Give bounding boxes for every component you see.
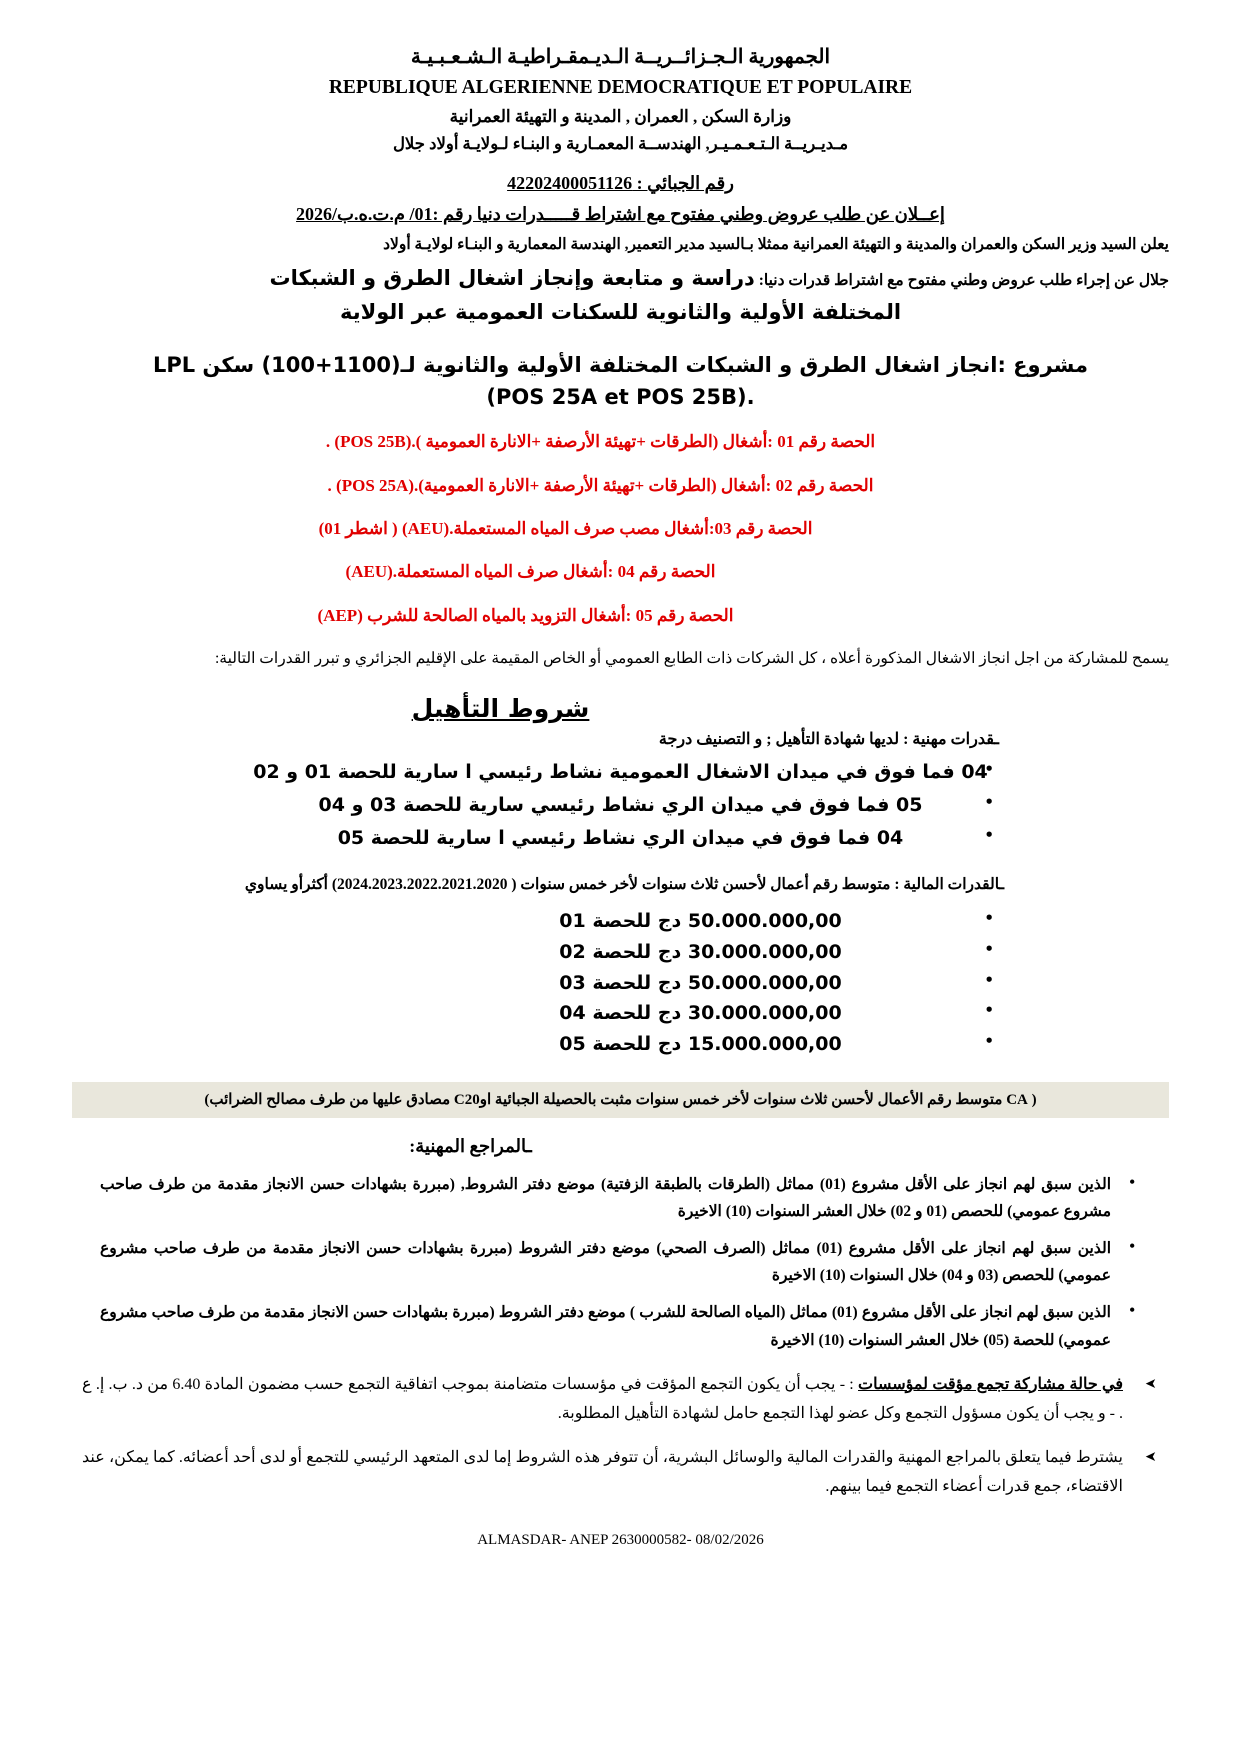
- financial-amount-row: • 30.000.000,00 دج للحصة 04: [72, 998, 1169, 1029]
- reference-item: • الذين سبق لهم انجاز على الأقل مشروع (01) مماثل (الطرقات بالطبقة الزفتية) موضع دفتر الشروط, (مبررة بشهادات حسن الانجاز مقدمة من طرف صاحب مشروع عمومي) للحصص (01 و 02) خلال العشر السنوات (10) الاخيرة: [72, 1171, 1169, 1225]
- notice-intro-line3: المختلفة الأولية والثانوية للسكنات العمومية عبر الولاية: [339, 300, 902, 325]
- financial-amount-row: • 15.000.000,00 دج للحصة 05: [72, 1029, 1169, 1060]
- reference-item: • الذين سبق لهم انجاز على الأقل مشروع (01) مماثل (المياه الصالحة للشرب ) موضع دفتر الشروط (مبررة بشهادات حسن الانجاز مقدمة من طرف صاحب مشروع عمومي) للحصة (05) خلال العشر السنوات (10) الاخيرة: [72, 1299, 1169, 1353]
- notice-intro-line1: يعلن السيد وزير السكن والعمران والمدينة و التهيئة العمرانية ممثلا بـالسيد مدير التعمير, الهندسة المعمارية و البنـاء لولايـة أولاد: [383, 236, 1169, 254]
- qualification-section-title: شروط التأهيل: [411, 694, 590, 724]
- qualification-item: • 04 فما فوق في ميدان الاشغال العمومية نشاط رئيسي ا سارية للحصة 01 و 02: [72, 757, 1169, 788]
- turnover-note-band: ( CA متوسط رقم الأعمال لأحسن ثلاث سنوات لأخر خمس سنوات مثبت بالحصيلة الجبائية اوC20 مصادق عليها من طرف مصالح الضرائب): [72, 1082, 1169, 1118]
- note-second: ➤ يشترط فيما يتعلق بالمراجع المهنية والقدرات المالية والوسائل البشرية، أن تتوفر هذه الشروط إما لدى المتعهد الرئيسي للتجمع أو لدى أحد أعضائه. كما يمكن، عند الاقتضاء، جمع قدرات أعضاء التجمع فيما بينهم.: [72, 1443, 1169, 1502]
- notice-intro-bold: دراسة و متابعة وإنجاز اشغال الطرق و الشبكات: [269, 266, 755, 291]
- lot-item-04: الحصة رقم 04 :أشغال صرف المياه المستعملة.(AEU): [345, 562, 716, 582]
- eligibility-paragraph: يسمح للمشاركة من اجل انجاز الاشغال المذكورة أعلاه ، كل الشركات ذات الطابع العمومي أو الخاص المقيمة على الإقليم الجزائري و تبرر القدرات التالية:: [214, 650, 1169, 668]
- document-header: [72, 42, 1169, 156]
- project-title-line1: مشروع :انجاز اشغال الطرق و الشبكات المختلفة الأولية والثانوية لـ(1100+100) سكن LPL: [152, 352, 1089, 377]
- notice-intro-prefix: جلال عن إجراء طلب عروض وطني مفتوح مع اشتراط قدرات دنيا:: [758, 272, 1169, 290]
- financial-amount-row: • 50.000.000,00 دج للحصة 03: [72, 968, 1169, 999]
- qualification-item: • 04 فما فوق في ميدان الري نشاط رئيسي ا سارية للحصة 05: [72, 823, 1169, 854]
- directorate-name: مـديـريــة الـتـعـمـيـر, الهندســة المعمـارية و البنـاء لـولايـة أولاد جلال: [392, 133, 849, 153]
- note-grouping-rest: : - يجب أن يكون التجمع المؤقت في مؤسسات متضامنة بموجب اتفاقية التجمع حسب مضمون المادة 6.40 من د. ب. إ. ع . - و يجب أن يكون مسؤول التجمع وكل عضو لهذا التجمع حامل لشهادة التأهيل المطلوبة.: [82, 1375, 1123, 1423]
- republic-title-french: REPUBLIQUE ALGERIENNE DEMOCRATIQUE ET POPULAIRE: [328, 77, 913, 98]
- reference-item: • الذين سبق لهم انجاز على الأقل مشروع (01) مماثل (الصرف الصحي) موضع دفتر الشروط (مبررة بشهادات حسن الانجاز مقدمة من طرف صاحب مشروع عمومي) للحصص (03 و 04) خلال السنوات (10) الاخيرة: [72, 1235, 1169, 1289]
- lot-item-01: الحصة رقم 01 :أشغال (الطرقات +تهيئة الأرصفة +الانارة العمومية ).(POS 25B) .: [325, 432, 876, 452]
- note-grouping-bold: في حالة مشاركة تجمع مؤقت لمؤسسات: [858, 1375, 1123, 1393]
- note-grouping: [72, 1370, 1169, 1429]
- professional-references-title: ـالمراجع المهنية:: [409, 1135, 532, 1156]
- lot-item-05: الحصة رقم 05 :أشغال التزويد بالمياه الصالحة للشرب (AEP): [317, 605, 734, 625]
- qualification-items-list: [72, 757, 1169, 853]
- financial-amounts-list: [72, 906, 1169, 1060]
- financial-amount-row: • 30.000.000,00 دج للحصة 02: [72, 937, 1169, 968]
- lots-list: [72, 429, 1169, 629]
- qualification-item: • 05 فما فوق في ميدان الري نشاط رئيسي سارية للحصة 03 و 04: [72, 790, 1169, 821]
- professional-capacity-label: ـقدرات مهنية : لديها شهادة التأهيل ; و التصنيف درجة: [658, 731, 999, 749]
- document-footer: ALMASDAR- ANEP 2630000582- 08/02/2026: [477, 1532, 764, 1549]
- republic-title-arabic: الجمهورية الـجـزائــريــة الـديـمقـراطيـة الـشـعـبـيـة: [410, 46, 831, 68]
- financial-capacity-label: ـالقدرات المالية : متوسط رقم أعمال لأحسن ثلاث سنوات لأخر خمس سنوات ( 2024.2023.2022.2021.2020) أكثرأو يساوي: [244, 876, 1004, 894]
- notice-intro-line2: [72, 261, 1169, 295]
- fiscal-number-label: رقم الجبائي :: [632, 173, 734, 194]
- notice-title: إعــلان عن طلب عروض وطني مفتوح مع اشتراط قـــــدرات دنيا رقم :01/ م.ت.ه.ب/2026: [296, 204, 945, 225]
- fiscal-number-value: 42202400051126: [507, 173, 633, 194]
- fiscal-number-line: [72, 170, 1169, 197]
- ministry-name: وزارة السكن , العمران , المدينة و التهيئة العمرانية: [449, 107, 792, 127]
- project-title-line2: (POS 25A et POS 25B).: [486, 385, 755, 410]
- financial-amount-row: • 50.000.000,00 دج للحصة 01: [72, 906, 1169, 937]
- lot-item-02: الحصة رقم 02 :أشغال (الطرقات +تهيئة الأرصفة +الانارة العمومية).(POS 25A) .: [327, 475, 874, 495]
- professional-references-list: [72, 1171, 1169, 1354]
- additional-notes-list: [72, 1370, 1169, 1502]
- lot-item-03: الحصة رقم 03:أشغال مصب صرف المياه المستعملة.(AEU) ( اشطر 01): [318, 519, 813, 539]
